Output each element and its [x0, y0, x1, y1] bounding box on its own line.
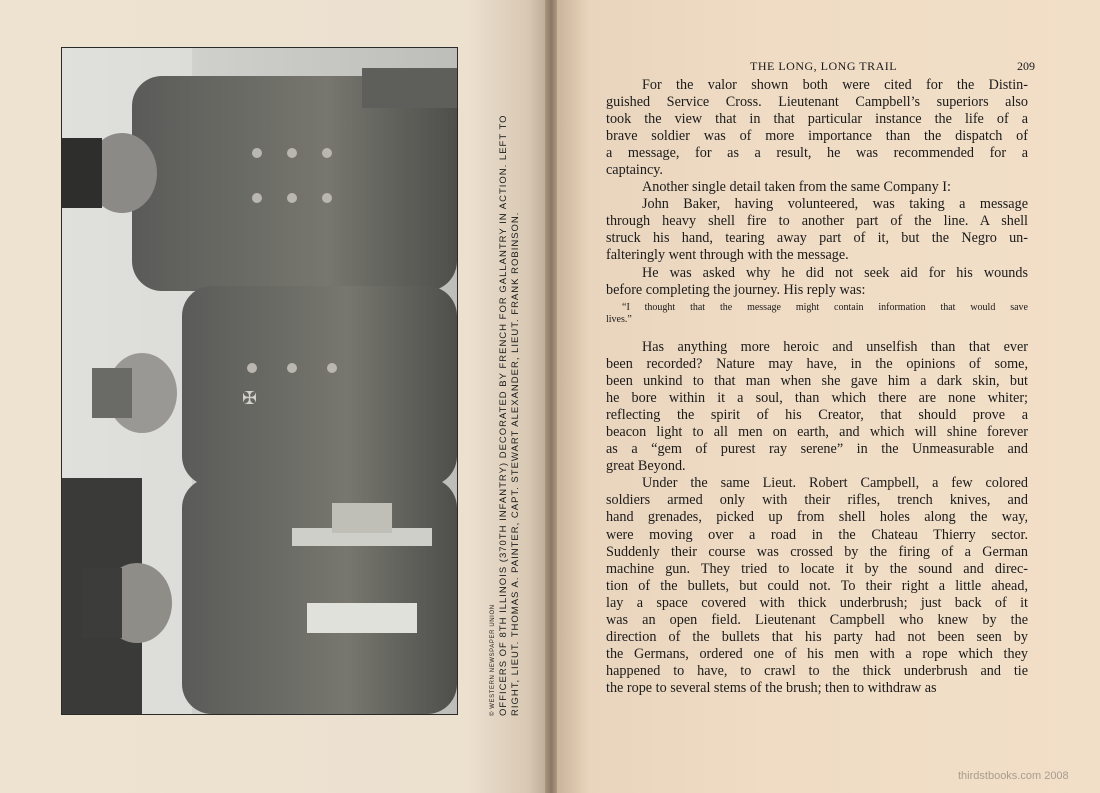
text-line: before completing the journey. His reply was: — [606, 281, 866, 298]
body-text-bottom — [606, 339, 1028, 697]
running-head — [640, 59, 1035, 73]
text-line: falteringly went through with the message. — [606, 247, 849, 264]
text-line: Suddenly their course was crossed by the firing of a German — [606, 543, 1028, 560]
text-line: through heavy shell fire to another part of the line. A shell — [606, 213, 1028, 230]
text-line: He was asked why he did not seek aid for his wounds — [642, 264, 1028, 281]
text-line: captaincy. — [606, 162, 663, 179]
text-line: the Germans, ordered one of his men with a rope which they — [606, 645, 1028, 662]
caption-line-1: OFFICERS OF 8TH ILLINOIS (370TH INFANTRY) DECORATED BY FRENCH FOR GALLANTRY IN ACTION. LEFT TO — [498, 114, 509, 716]
text-line: a message, for as a result, he was recommended for a — [606, 145, 1028, 162]
watermark: thirdstbooks.com 2008 — [958, 770, 1069, 782]
photo-plate — [62, 48, 457, 714]
text-line: John Baker, having volunteered, was taking a message — [642, 196, 1028, 213]
svg-text:✠: ✠ — [242, 388, 258, 409]
text-line: hand grenades, picked up from shell holes along the way, — [606, 509, 1028, 526]
text-line: lay a space covered with thick underbrush; just back of it — [606, 594, 1028, 611]
text-line: direction of the bullets that his party had not been seen by — [606, 628, 1028, 645]
officers-photograph — [62, 48, 457, 714]
text-line: he bore within it a soul, than which there are none whiter; — [606, 390, 1028, 407]
text-line: as a “gem of purest ray serene” in the Unmeasurable and — [606, 441, 1028, 458]
text-line: was an open field. Lieutenant Campbell who knew by the — [606, 611, 1028, 628]
text-line: Under the same Lieut. Robert Campbell, a few colored — [642, 475, 1028, 492]
text-line: the rope to several stems of the brush; then to withdraw as — [606, 679, 937, 696]
running-title: THE LONG, LONG TRAIL — [750, 59, 898, 73]
text-line: machine gun. They tried to locate it by the sound and direc- — [606, 560, 1028, 577]
text-line: brave soldier was of more importance than the dispatch of — [606, 128, 1028, 145]
text-line: reflecting the spirit of his Creator, that should prove a — [606, 407, 1028, 424]
text-line: been unkind to that man when she gave him a dark skin, but — [606, 373, 1028, 390]
body-text-top — [606, 77, 1028, 299]
photo-caption — [460, 56, 521, 716]
text-line: beacon light to all men on earth, and which will shine forever — [606, 424, 1028, 441]
text-line: were moving over a road in the Chateau Thierry sector. — [606, 526, 1028, 543]
text-line: Another single detail taken from the same Company I: — [642, 179, 951, 196]
text-line: guished Service Cross. Lieutenant Campbell’s superiors also — [606, 94, 1028, 111]
text-line: great Beyond. — [606, 458, 686, 475]
text-line: tion of the bullets, but could not. To their right a little ahead, — [606, 577, 1028, 594]
text-line: been recorded? Nature may have, in the opinions of some, — [606, 356, 1028, 373]
photo-credit: © WESTERN NEWSPAPER UNION — [490, 604, 496, 716]
text-line: struck his hand, tearing away part of it, but the Negro un- — [606, 230, 1028, 247]
text-line: For the valor shown both were cited for the Distin- — [642, 77, 1028, 93]
text-line: took the view that in that particular instance the life of a — [606, 111, 1028, 128]
text-line: happened to have, to crawl to the thick underbrush and tie — [606, 662, 1028, 679]
quote-line: lives.” — [606, 314, 632, 325]
page-number: 209 — [1017, 59, 1035, 73]
quote-line: “I thought that the message might contain information that would save — [622, 302, 1028, 313]
block-quote — [606, 302, 1028, 326]
caption-line-2: RIGHT, LIEUT. THOMAS A. PAINTER, CAPT. STEWART ALEXANDER, LIEUT. FRANK ROBINSON. — [510, 211, 521, 716]
text-line: soldiers armed only with their rifles, trench knives, and — [606, 492, 1028, 509]
text-line: Has anything more heroic and unselfish than that ever — [642, 339, 1028, 355]
